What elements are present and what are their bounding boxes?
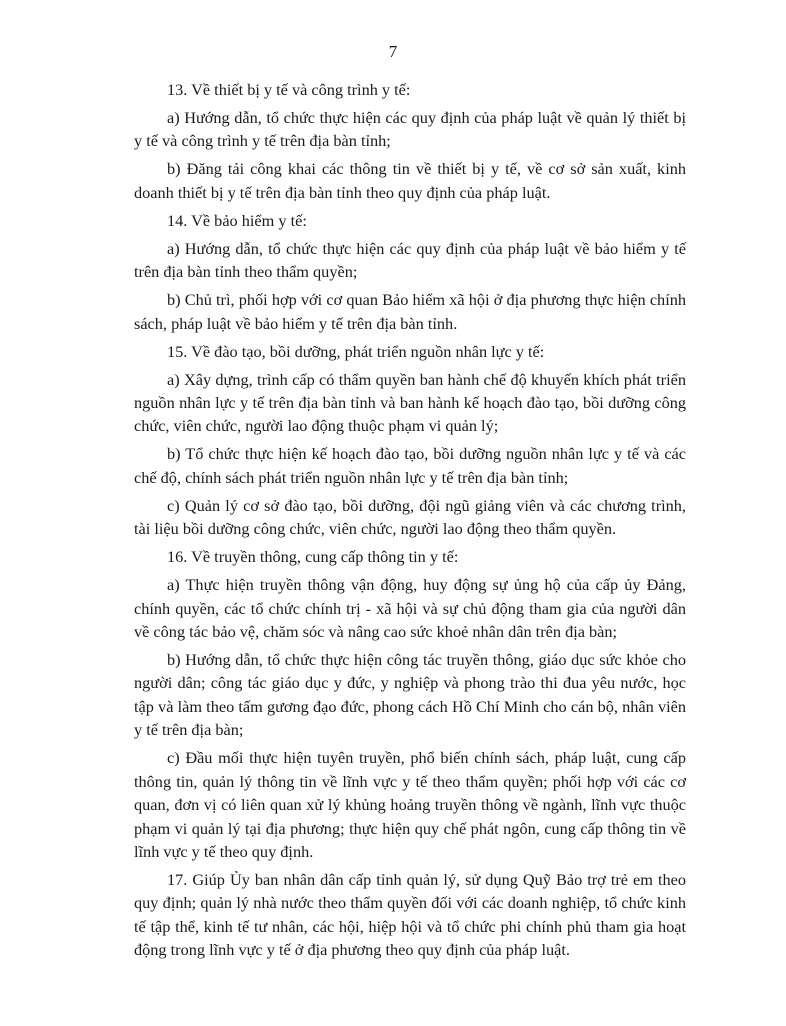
section-14-heading: 14. Về bảo hiểm y tế: xyxy=(167,210,307,230)
section-14-item-a: a) Hướng dẫn, tổ chức thực hiện các quy định của pháp luật về bảo hiểm y tế trên địa bàn tỉnh theo thẩm quyền; xyxy=(134,238,686,282)
section-13-item-b: b) Đăng tải công khai các thông tin về thiết bị y tế, về cơ sở sản xuất, kinh doanh thiết bị y tế trên địa bàn tỉnh theo quy định của pháp luật. xyxy=(134,159,686,202)
section-15-item-a: a) Xây dựng, trình cấp có thẩm quyền ban hành chế độ khuyến khích phát triển nguồn nhân lực y tế trên địa bàn tỉnh và ban hành kế hoạch đào tạo, bồi dưỡng công chức, viên chức, người lao động thuộc phạm vi quản lý; xyxy=(134,369,686,436)
section-15-item-b: b) Tổ chức thực hiện kế hoạch đào tạo, bồi dưỡng nguồn nhân lực y tế và các chế độ, chính sách phát triển nguồn nhân lực y tế trên địa bàn tỉnh; xyxy=(134,444,686,487)
section-16-item-c: c) Đầu mối thực hiện tuyên truyền, phổ biến chính sách, pháp luật, cung cấp thông tin, quản lý thông tin về lĩnh vực y tế theo thẩm quyền; phối hợp với các cơ quan, đơn vị có liên quan xử lý khủng hoảng truyền thông về ngành, lĩnh vực thuộc phạm vi quản lý tại địa phương; thực hiện quy chế phát ngôn, cung cấp thông tin về lĩnh vực y tế theo quy định. xyxy=(134,748,686,861)
section-13-item-a: a) Hướng dẫn, tổ chức thực hiện các quy định của pháp luật về quản lý thiết bị y tế và công trình y tế trên địa bàn tỉnh; xyxy=(134,108,686,151)
section-17-paragraph: 17. Giúp Ủy ban nhân dân cấp tỉnh quản lý, sử dụng Quỹ Bảo trợ trẻ em theo quy định; quản lý nhà nước theo thẩm quyền đối với các doanh nghiệp, tổ chức kinh tế tập thể, kinh tế tư nhân, các hội, hiệp hội và tổ chức phi chính phủ tham gia hoạt động trong lĩnh vực y tế ở địa phương theo quy định của pháp luật. xyxy=(134,869,686,960)
section-16-item-a: a) Thực hiện truyền thông vận động, huy động sự ủng hộ của cấp ủy Đảng, chính quyền, các tổ chức chính trị - xã hội và sự chủ động tham gia của người dân về công tác bảo vệ, chăm sóc và nâng cao sức khoẻ nhân dân trên địa bàn; xyxy=(134,575,686,642)
section-16-item-b: b) Hướng dẫn, tổ chức thực hiện công tác truyền thông, giáo dục sức khỏe cho người dân; công tác giáo dục y đức, y nghiệp và phong trào thi đua yêu nước, học tập và làm theo tấm gương đạo đức, phong cách Hồ Chí Minh cho cán bộ, nhân viên y tế trên địa bàn; xyxy=(134,650,686,740)
document-body xyxy=(134,78,686,966)
section-15-item-c: c) Quản lý cơ sở đào tạo, bồi dưỡng, đội ngũ giảng viên và các chương trình, tài liệu bồi dưỡng công chức, viên chức, người lao động theo thẩm quyền. xyxy=(134,495,686,539)
section-13-heading: 13. Về thiết bị y tế và công trình y tế: xyxy=(167,80,411,99)
section-16-heading: 16. Về truyền thông, cung cấp thông tin y tế: xyxy=(167,547,459,567)
page-number: 7 xyxy=(388,42,398,61)
section-14-item-b: b) Chủ trì, phối hợp với cơ quan Bảo hiểm xã hội ở địa phương thực hiện chính sách, pháp luật về bảo hiểm y tế trên địa bàn tỉnh. xyxy=(134,290,686,333)
section-15-heading: 15. Về đào tạo, bồi dưỡng, phát triển nguồn nhân lực y tế: xyxy=(167,341,545,361)
